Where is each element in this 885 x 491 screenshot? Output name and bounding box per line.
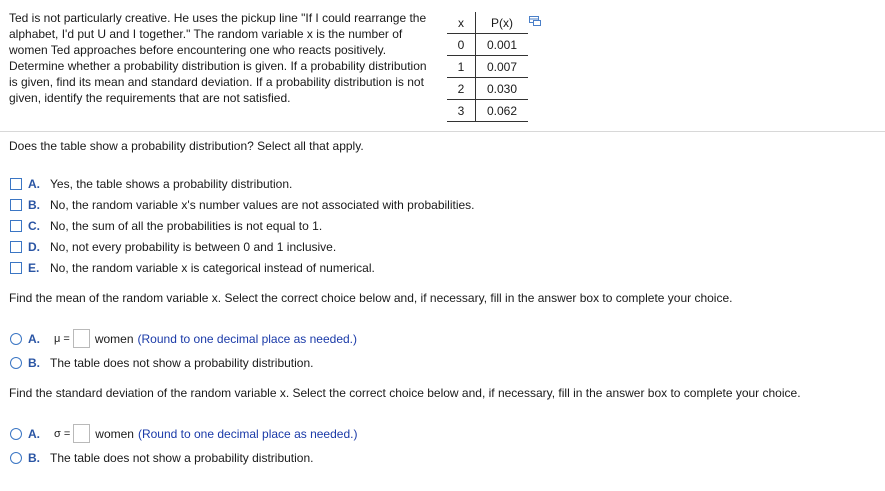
q1-option-c[interactable] <box>10 219 322 233</box>
copy-table-icon[interactable] <box>529 16 541 26</box>
option-letter: A. <box>28 331 40 346</box>
cell-x: 0 <box>447 34 476 56</box>
table-header-row <box>447 12 528 34</box>
cell-x: 3 <box>447 100 476 122</box>
cell-px: 0.062 <box>476 100 529 122</box>
problem-statement: Ted is not particularly creative. He uses the pickup line "If I could rearrange the alphabet, I'd put U and I together." The random variable x is the number of women Ted approaches before encountering one who reacts positively. Determine whether a probability distribution is given. If a probability distribution is given, find its mean and standard deviation. If a probability distribution is not given, identify the requirements that are not satisfied. <box>9 11 427 105</box>
cell-x: 2 <box>447 78 476 100</box>
q2-option-b[interactable] <box>10 356 314 370</box>
checkbox-b[interactable] <box>10 199 22 211</box>
cell-px: 0.001 <box>476 34 529 56</box>
header-x: x <box>447 12 476 34</box>
cell-px: 0.007 <box>476 56 529 78</box>
rounding-hint: (Round to one decimal place as needed.) <box>137 331 357 346</box>
probability-table <box>447 12 528 122</box>
rounding-hint: (Round to one decimal place as needed.) <box>137 426 358 441</box>
q3-option-a[interactable] <box>10 424 357 443</box>
section-divider <box>0 131 885 132</box>
option-letter: E. <box>28 261 40 275</box>
q1-option-d[interactable] <box>10 240 336 254</box>
table-row <box>447 78 528 100</box>
checkbox-d[interactable] <box>10 241 22 253</box>
option-letter: B. <box>28 356 40 370</box>
q3-prompt: Find the standard deviation of the random variable x. Select the correct choice below and, if necessary, fill in the answer box to complete your choice. <box>9 386 801 400</box>
table-row <box>447 34 528 56</box>
option-text: Yes, the table shows a probability distribution. <box>50 177 293 191</box>
q1-option-a[interactable] <box>10 177 292 191</box>
header-px: P(x) <box>476 12 529 34</box>
mean-symbol: μ = <box>54 332 70 345</box>
table-row <box>447 56 528 78</box>
q1-option-e[interactable] <box>10 261 375 275</box>
option-text: No, the random variable x is categorical instead of numerical. <box>50 261 375 275</box>
q2-prompt: Find the mean of the random variable x. Select the correct choice below and, if necessary, fill in the answer box to complete your choice. <box>9 291 733 305</box>
option-text: No, the random variable x's number values are not associated with probabilities. <box>50 198 475 212</box>
option-letter: C. <box>28 219 40 233</box>
option-letter: B. <box>28 198 40 212</box>
option-text: The table does not show a probability distribution. <box>50 356 314 370</box>
cell-px: 0.030 <box>476 78 529 100</box>
unit-label: women <box>94 331 134 346</box>
radio-b[interactable] <box>10 452 22 464</box>
checkbox-e[interactable] <box>10 262 22 274</box>
radio-a[interactable] <box>10 428 22 440</box>
sd-answer-input[interactable] <box>73 424 90 443</box>
unit-label: women <box>95 426 134 441</box>
checkbox-a[interactable] <box>10 178 22 190</box>
option-letter: A. <box>28 426 40 441</box>
q3-option-b[interactable] <box>10 451 314 465</box>
q1-option-b[interactable] <box>10 198 475 212</box>
q1-prompt: Does the table show a probability distribution? Select all that apply. <box>9 139 364 153</box>
sd-symbol: σ = <box>54 427 71 440</box>
option-text: No, not every probability is between 0 and 1 inclusive. <box>50 240 337 254</box>
checkbox-c[interactable] <box>10 220 22 232</box>
q2-option-a[interactable] <box>10 329 357 348</box>
option-letter: B. <box>28 451 40 465</box>
option-text: The table does not show a probability distribution. <box>50 451 314 465</box>
radio-a[interactable] <box>10 333 22 345</box>
table-row <box>447 100 528 122</box>
option-text: No, the sum of all the probabilities is not equal to 1. <box>50 219 323 233</box>
option-letter: D. <box>28 240 40 254</box>
radio-b[interactable] <box>10 357 22 369</box>
option-letter: A. <box>28 177 40 191</box>
mean-answer-input[interactable] <box>73 329 90 348</box>
cell-x: 1 <box>447 56 476 78</box>
